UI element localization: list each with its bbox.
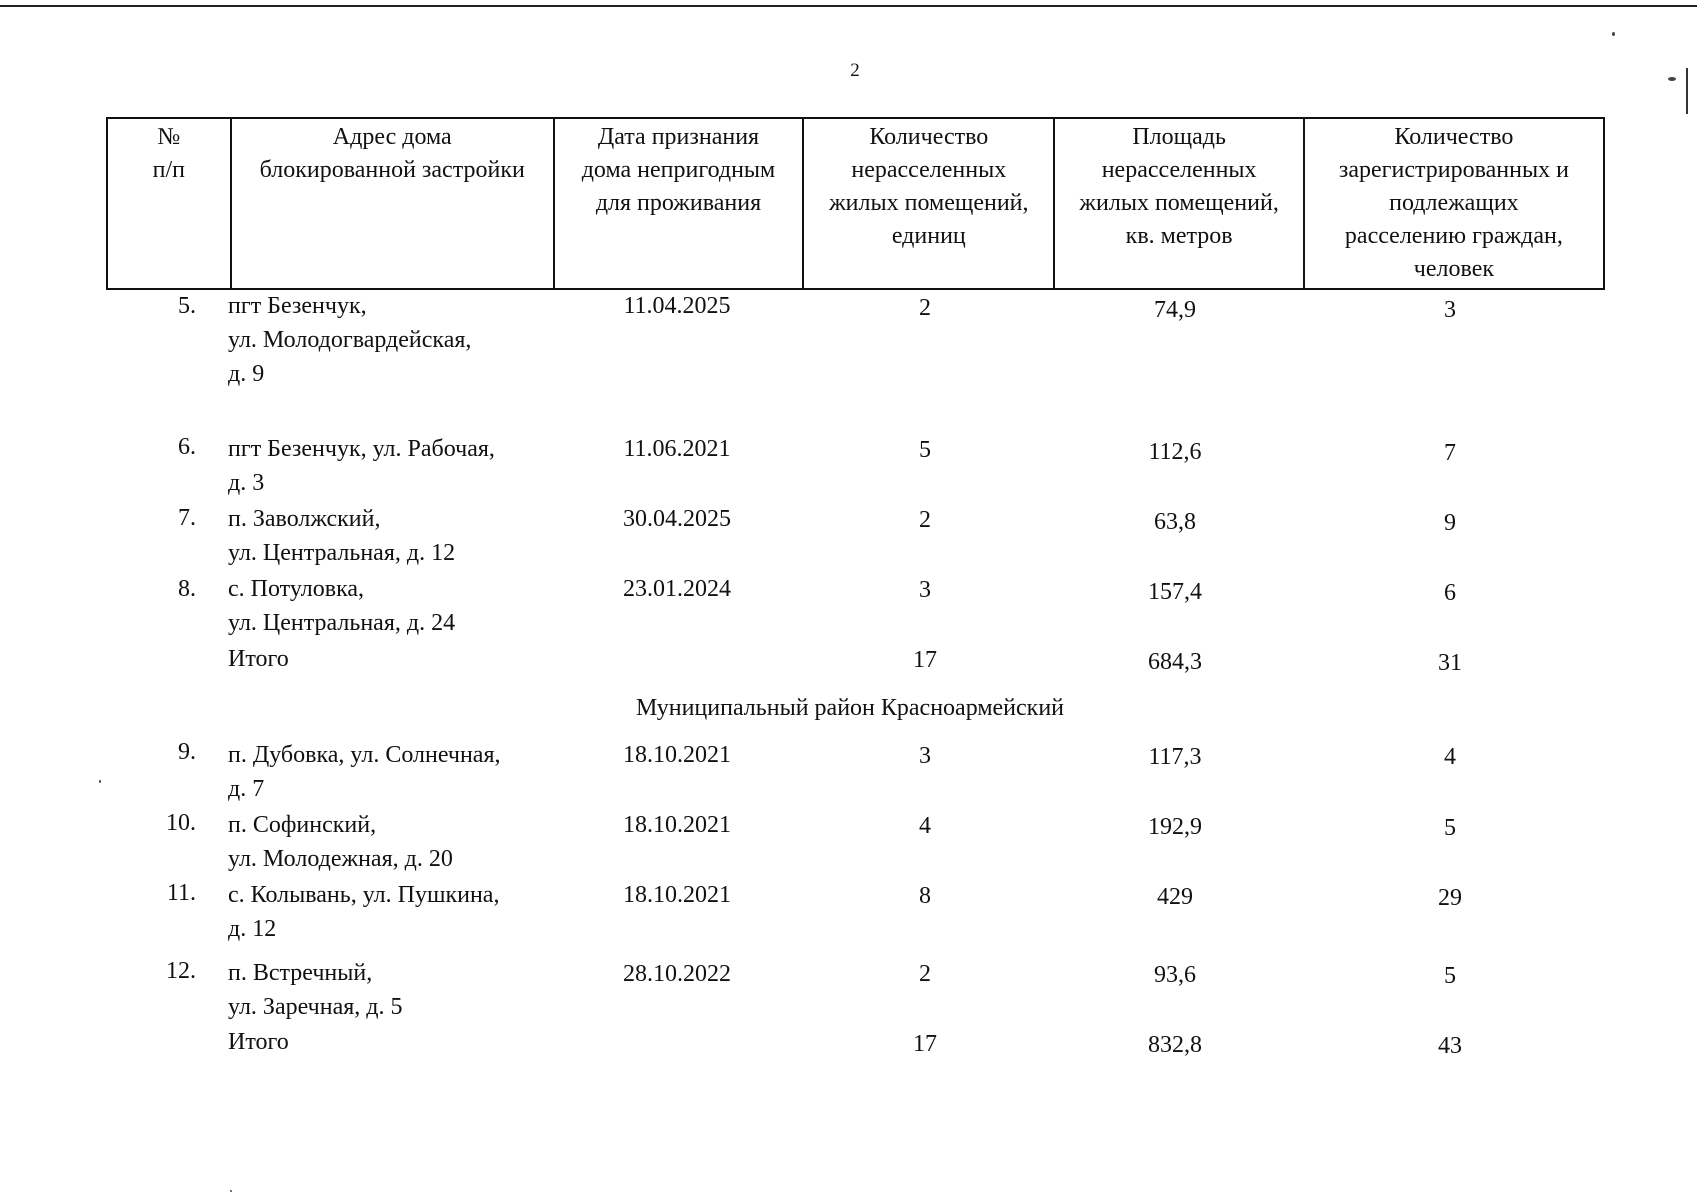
- address-line: ул. Молодогвардейская,: [228, 327, 472, 353]
- address-line: ул. Центральная, д. 12: [228, 540, 456, 566]
- row-units: 8: [919, 883, 931, 909]
- header-address: Адрес дома блокированной застройки: [232, 119, 555, 288]
- row-people: 3: [1444, 297, 1456, 323]
- address-line: ул. Заречная, д. 5: [228, 994, 403, 1020]
- header-num: № п/п: [108, 119, 232, 288]
- row-number: 7.: [178, 505, 196, 531]
- address-line: д. 7: [228, 776, 265, 802]
- row-number: 5.: [178, 293, 196, 319]
- row-date: 28.10.2022: [623, 961, 731, 987]
- row-area: 117,3: [1148, 744, 1202, 770]
- row-people: 4: [1444, 744, 1456, 770]
- row-area: 74,9: [1154, 297, 1196, 323]
- row-area: 63,8: [1154, 509, 1196, 535]
- total-area: 832,8: [1148, 1032, 1202, 1058]
- scan-speck: [1668, 77, 1676, 81]
- section-heading: Муниципальный район Красноармейский: [635, 695, 1065, 721]
- address-line: с. Колывань, ул. Пушкина,: [228, 882, 500, 908]
- address-line: д. 12: [228, 916, 277, 942]
- address-line: п. Встречный,: [228, 960, 373, 986]
- row-date: 23.01.2024: [623, 576, 731, 602]
- address-line: пгт Безенчук, ул. Рабочая,: [228, 436, 495, 462]
- row-date: 11.06.2021: [623, 436, 731, 462]
- header-date: Дата признания дома непригодным для проживания: [555, 119, 804, 288]
- scan-speck: [230, 1190, 232, 1192]
- row-units: 3: [919, 743, 931, 769]
- address-line: д. 3: [228, 470, 265, 496]
- row-area: 93,6: [1154, 962, 1196, 988]
- row-units: 4: [919, 813, 931, 839]
- row-units: 2: [919, 507, 931, 533]
- address-line: п. Заволжский,: [228, 506, 381, 532]
- total-area: 684,3: [1148, 649, 1202, 675]
- row-people: 29: [1438, 885, 1462, 911]
- total-units: 17: [913, 1031, 937, 1057]
- page-number: 2: [850, 60, 860, 81]
- row-number: 6.: [178, 434, 196, 460]
- row-area: 112,6: [1148, 439, 1202, 465]
- row-units: 2: [919, 961, 931, 987]
- row-date: 30.04.2025: [623, 506, 731, 532]
- row-date: 11.04.2025: [623, 293, 731, 319]
- row-number: 9.: [178, 739, 196, 765]
- address-line: с. Потуловка,: [228, 576, 365, 602]
- scan-edge-mark: [1686, 68, 1688, 114]
- top-border-line: [0, 5, 1697, 7]
- row-address: [228, 289, 558, 391]
- row-people: 9: [1444, 510, 1456, 536]
- row-people: 5: [1444, 963, 1456, 989]
- scan-speck: [1612, 32, 1615, 36]
- row-date: 18.10.2021: [623, 742, 731, 768]
- row-units: 2: [919, 295, 931, 321]
- total-units: 17: [913, 647, 937, 673]
- row-date: 18.10.2021: [623, 882, 731, 908]
- row-people: 5: [1444, 815, 1456, 841]
- row-area: 157,4: [1148, 579, 1202, 605]
- row-area: 192,9: [1148, 814, 1202, 840]
- address-line: пгт Безенчук,: [228, 293, 367, 319]
- total-people: 43: [1438, 1033, 1462, 1059]
- header-units: Количество нерасселенных жилых помещений, единиц: [804, 119, 1055, 288]
- row-address: [228, 432, 558, 500]
- total-people: 31: [1438, 650, 1462, 676]
- row-number: 11.: [166, 880, 196, 906]
- row-units: 3: [919, 577, 931, 603]
- header-people: Количество зарегистрированных и подлежащих расселению граждан, человек: [1338, 124, 1569, 282]
- row-units: 5: [919, 437, 931, 463]
- row-address: [228, 572, 558, 640]
- row-address: [228, 956, 558, 1024]
- row-area: 429: [1157, 884, 1193, 910]
- row-people: 6: [1444, 580, 1456, 606]
- scan-speck: [99, 780, 101, 783]
- row-date: 18.10.2021: [623, 812, 731, 838]
- row-number: 8.: [178, 576, 196, 602]
- row-address: [228, 738, 558, 806]
- table-header: [106, 117, 1605, 290]
- address-line: п. Дубовка, ул. Солнечная,: [228, 742, 501, 768]
- address-line: ул. Молодежная, д. 20: [228, 846, 453, 872]
- address-line: п. Софинский,: [228, 812, 377, 838]
- row-address: [228, 502, 558, 570]
- total-label: Итого: [228, 1029, 289, 1055]
- header-area: Площадь нерасселенных жилых помещений, кв. метров: [1055, 119, 1304, 288]
- total-label: Итого: [228, 646, 289, 672]
- row-number: 12.: [166, 958, 196, 984]
- row-address: [228, 808, 558, 876]
- row-people: 7: [1444, 440, 1456, 466]
- address-line: д. 9: [228, 361, 265, 387]
- row-address: [228, 878, 558, 946]
- row-number: 10.: [166, 810, 196, 836]
- address-line: ул. Центральная, д. 24: [228, 610, 456, 636]
